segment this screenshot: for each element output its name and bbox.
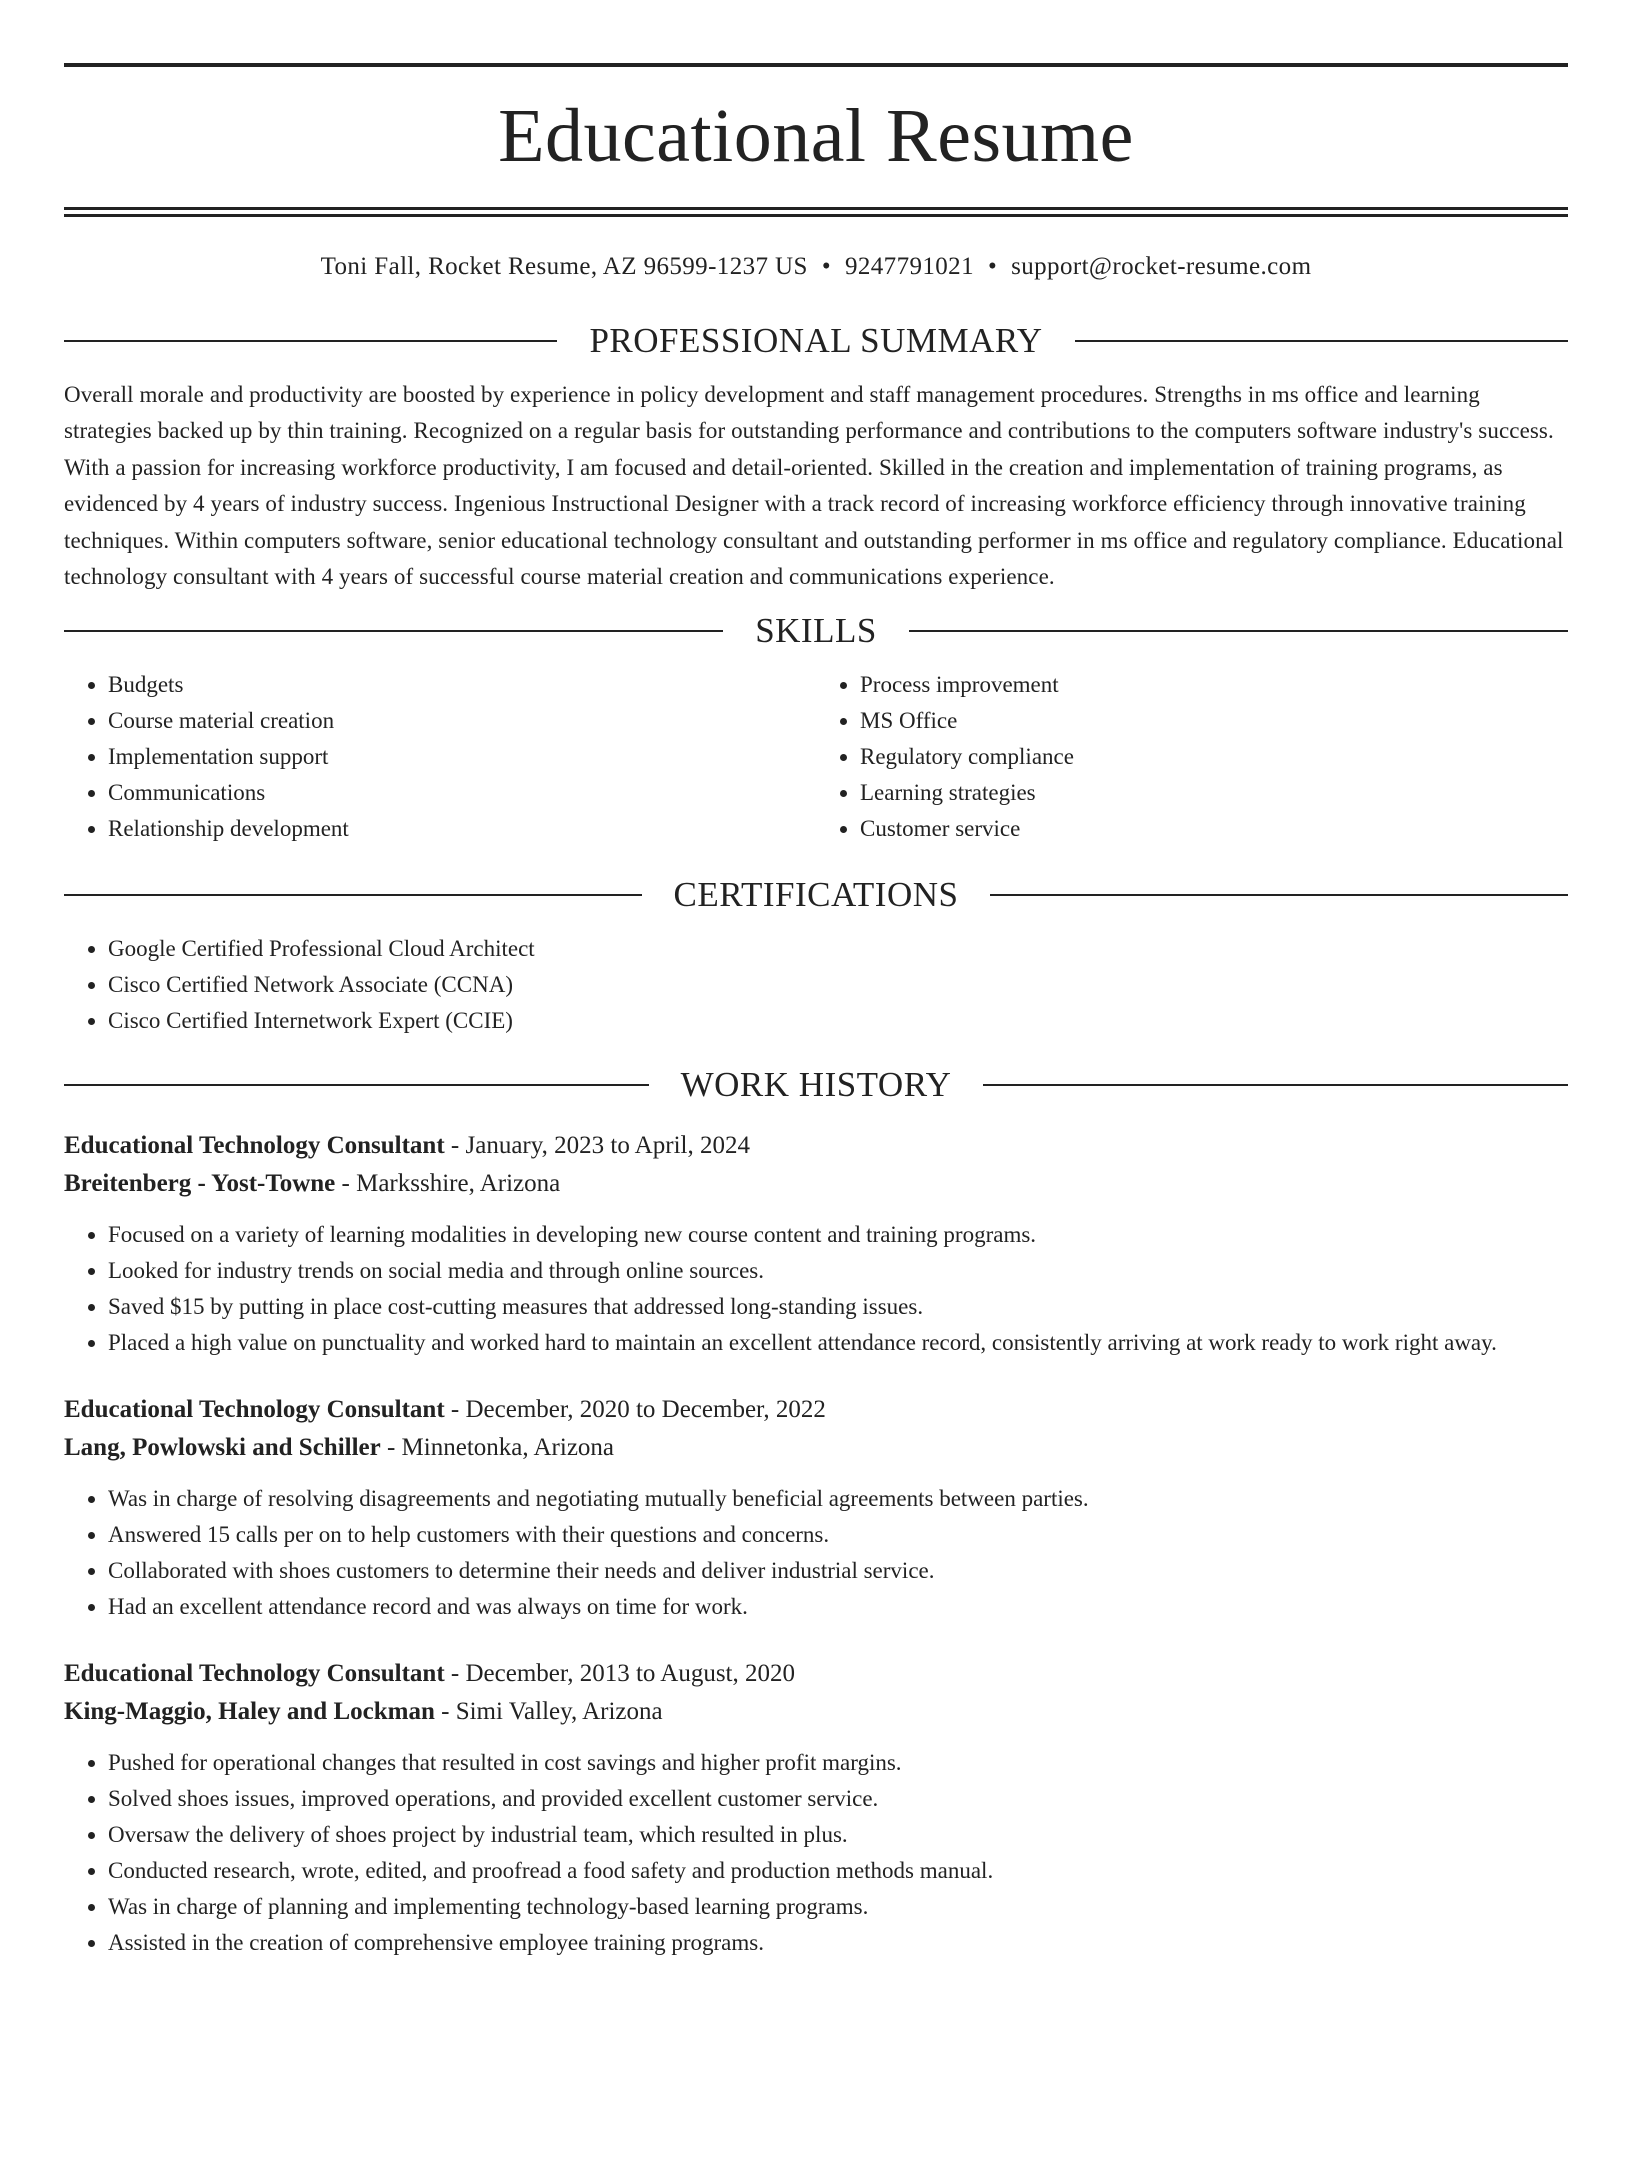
- section-header-work-history: [64, 1063, 1568, 1107]
- section-rule: [64, 340, 557, 342]
- contact-separator: •: [821, 253, 831, 280]
- section-rule: [1075, 340, 1568, 342]
- job-company-line: [64, 1429, 1568, 1467]
- summary-text: Overall morale and productivity are boosted by experience in policy development and staff management procedures. Strengths in ms office and learning strategies backed up by thin training. Recognized on a regular basis for outstanding performance and contributions to the computers software industry's success. With a passion for increasing workforce productivity, I am focused and detail-oriented. Skilled in the creation and implementation of training programs, as evidenced by 4 years of industry success. Ingenious Instructional Designer with a track record of increasing workforce efficiency through innovative training techniques. Within computers software, senior educational technology consultant and outstanding performer in ms office and regulatory compliance. Educational technology consultant with 4 years of successful course material creation and communications experience.: [64, 382, 1564, 590]
- job-location: - Simi Valley, Arizona: [434, 1698, 663, 1726]
- title-double-rule: [64, 207, 1568, 217]
- job-bullets: [64, 1745, 1568, 1961]
- resume-page: [0, 63, 1632, 2175]
- certification-item: • Cisco Certified Internetwork Expert (CCIE): [108, 1003, 1568, 1039]
- job-bullet: • Pushed for operational changes that resulted in cost savings and higher profit margins.: [108, 1745, 1568, 1781]
- skill-item: • Customer service: [860, 811, 1568, 847]
- job-title-line: [64, 1391, 1568, 1429]
- section-rule: [64, 894, 642, 896]
- skill-item: • Implementation support: [108, 739, 816, 775]
- job-company: Lang, Powlowski and Schiller: [64, 1434, 381, 1462]
- skill-item: • MS Office: [860, 703, 1568, 739]
- skill-item: • Course material creation: [108, 703, 816, 739]
- contact-address: Toni Fall, Rocket Resume, AZ 96599-1237 US: [320, 253, 808, 280]
- job-dates: - December, 2013 to August, 2020: [444, 1660, 796, 1688]
- contact-line: [64, 251, 1568, 283]
- contact-email: support@rocket-resume.com: [1011, 253, 1312, 280]
- job-title: Educational Technology Consultant: [64, 1132, 445, 1160]
- job-bullet: • Placed a high value on punctuality and worked hard to maintain an excellent attendance record, consistently arriving at work ready to work right away.: [108, 1325, 1568, 1361]
- job-title-line: [64, 1655, 1568, 1693]
- section-header-summary: [64, 319, 1568, 363]
- job-company-line: [64, 1165, 1568, 1203]
- job-dates: - January, 2023 to April, 2024: [444, 1132, 750, 1160]
- skill-item: • Regulatory compliance: [860, 739, 1568, 775]
- certification-item: • Google Certified Professional Cloud Architect: [108, 931, 1568, 967]
- section-rule: [64, 1084, 649, 1086]
- skill-item: • Communications: [108, 775, 816, 811]
- job-bullet: • Saved $15 by putting in place cost-cutting measures that addressed long-standing issues.: [108, 1289, 1568, 1325]
- skill-item: • Relationship development: [108, 811, 816, 847]
- contact-phone: 9247791021: [844, 253, 974, 280]
- job-bullet: • Oversaw the delivery of shoes project by industrial team, which resulted in plus.: [108, 1817, 1568, 1853]
- section-header-skills: [64, 609, 1568, 653]
- job-bullets: [64, 1481, 1568, 1625]
- job-title-line: [64, 1127, 1568, 1165]
- skills-column-left: [64, 667, 816, 847]
- job-company: Breitenberg - Yost-Towne: [64, 1170, 336, 1198]
- job-bullet: • Assisted in the creation of comprehensive employee training programs.: [108, 1925, 1568, 1961]
- job-bullet: • Collaborated with shoes customers to determine their needs and deliver industrial service.: [108, 1553, 1568, 1589]
- certification-item: • Cisco Certified Network Associate (CCNA): [108, 967, 1568, 1003]
- section-rule: [990, 894, 1568, 896]
- job-bullets: [64, 1217, 1568, 1361]
- job-bullet: • Focused on a variety of learning modalities in developing new course content and training programs.: [108, 1217, 1568, 1253]
- skill-item: • Learning strategies: [860, 775, 1568, 811]
- job-bullet: • Conducted research, wrote, edited, and proofread a food safety and production methods manual.: [108, 1853, 1568, 1889]
- job-title: Educational Technology Consultant: [64, 1396, 445, 1424]
- section-rule: [909, 630, 1568, 632]
- job-bullet: • Was in charge of planning and implementing technology-based learning programs.: [108, 1889, 1568, 1925]
- job-company-line: [64, 1693, 1568, 1731]
- job-location: - Minnetonka, Arizona: [380, 1434, 615, 1462]
- section-title: CERTIFICATIONS: [673, 875, 959, 915]
- job-bullet: • Looked for industry trends on social media and through online sources.: [108, 1253, 1568, 1289]
- job-company: King-Maggio, Haley and Lockman: [64, 1698, 435, 1726]
- skills-list: [64, 667, 1568, 847]
- job-entry: [64, 1391, 1568, 1625]
- section-title: PROFESSIONAL SUMMARY: [589, 321, 1043, 360]
- section-rule: [983, 1084, 1568, 1086]
- certifications-list: [64, 931, 1568, 1039]
- job-bullet: • Was in charge of resolving disagreements and negotiating mutually beneficial agreements between parties.: [108, 1481, 1568, 1517]
- section-rule: [64, 630, 723, 632]
- job-bullet: • Solved shoes issues, improved operations, and provided excellent customer service.: [108, 1781, 1568, 1817]
- section-title: WORK HISTORY: [680, 1065, 952, 1105]
- skill-item: • Budgets: [108, 667, 816, 703]
- job-dates: - December, 2020 to December, 2022: [444, 1396, 826, 1424]
- page-title: Educational Resume: [498, 94, 1134, 178]
- job-bullet: • Had an excellent attendance record and was always on time for work.: [108, 1589, 1568, 1625]
- top-rule: [64, 63, 1568, 67]
- job-title: Educational Technology Consultant: [64, 1660, 445, 1688]
- job-entry: [64, 1655, 1568, 1961]
- contact-separator: •: [987, 253, 998, 280]
- job-entry: [64, 1127, 1568, 1361]
- job-location: - Marksshire, Arizona: [335, 1170, 561, 1198]
- skill-item: • Process improvement: [860, 667, 1568, 703]
- section-header-certifications: [64, 873, 1568, 917]
- skills-column-right: [816, 667, 1568, 847]
- section-title: SKILLS: [755, 611, 877, 651]
- job-bullet: • Answered 15 calls per on to help customers with their questions and concerns.: [108, 1517, 1568, 1553]
